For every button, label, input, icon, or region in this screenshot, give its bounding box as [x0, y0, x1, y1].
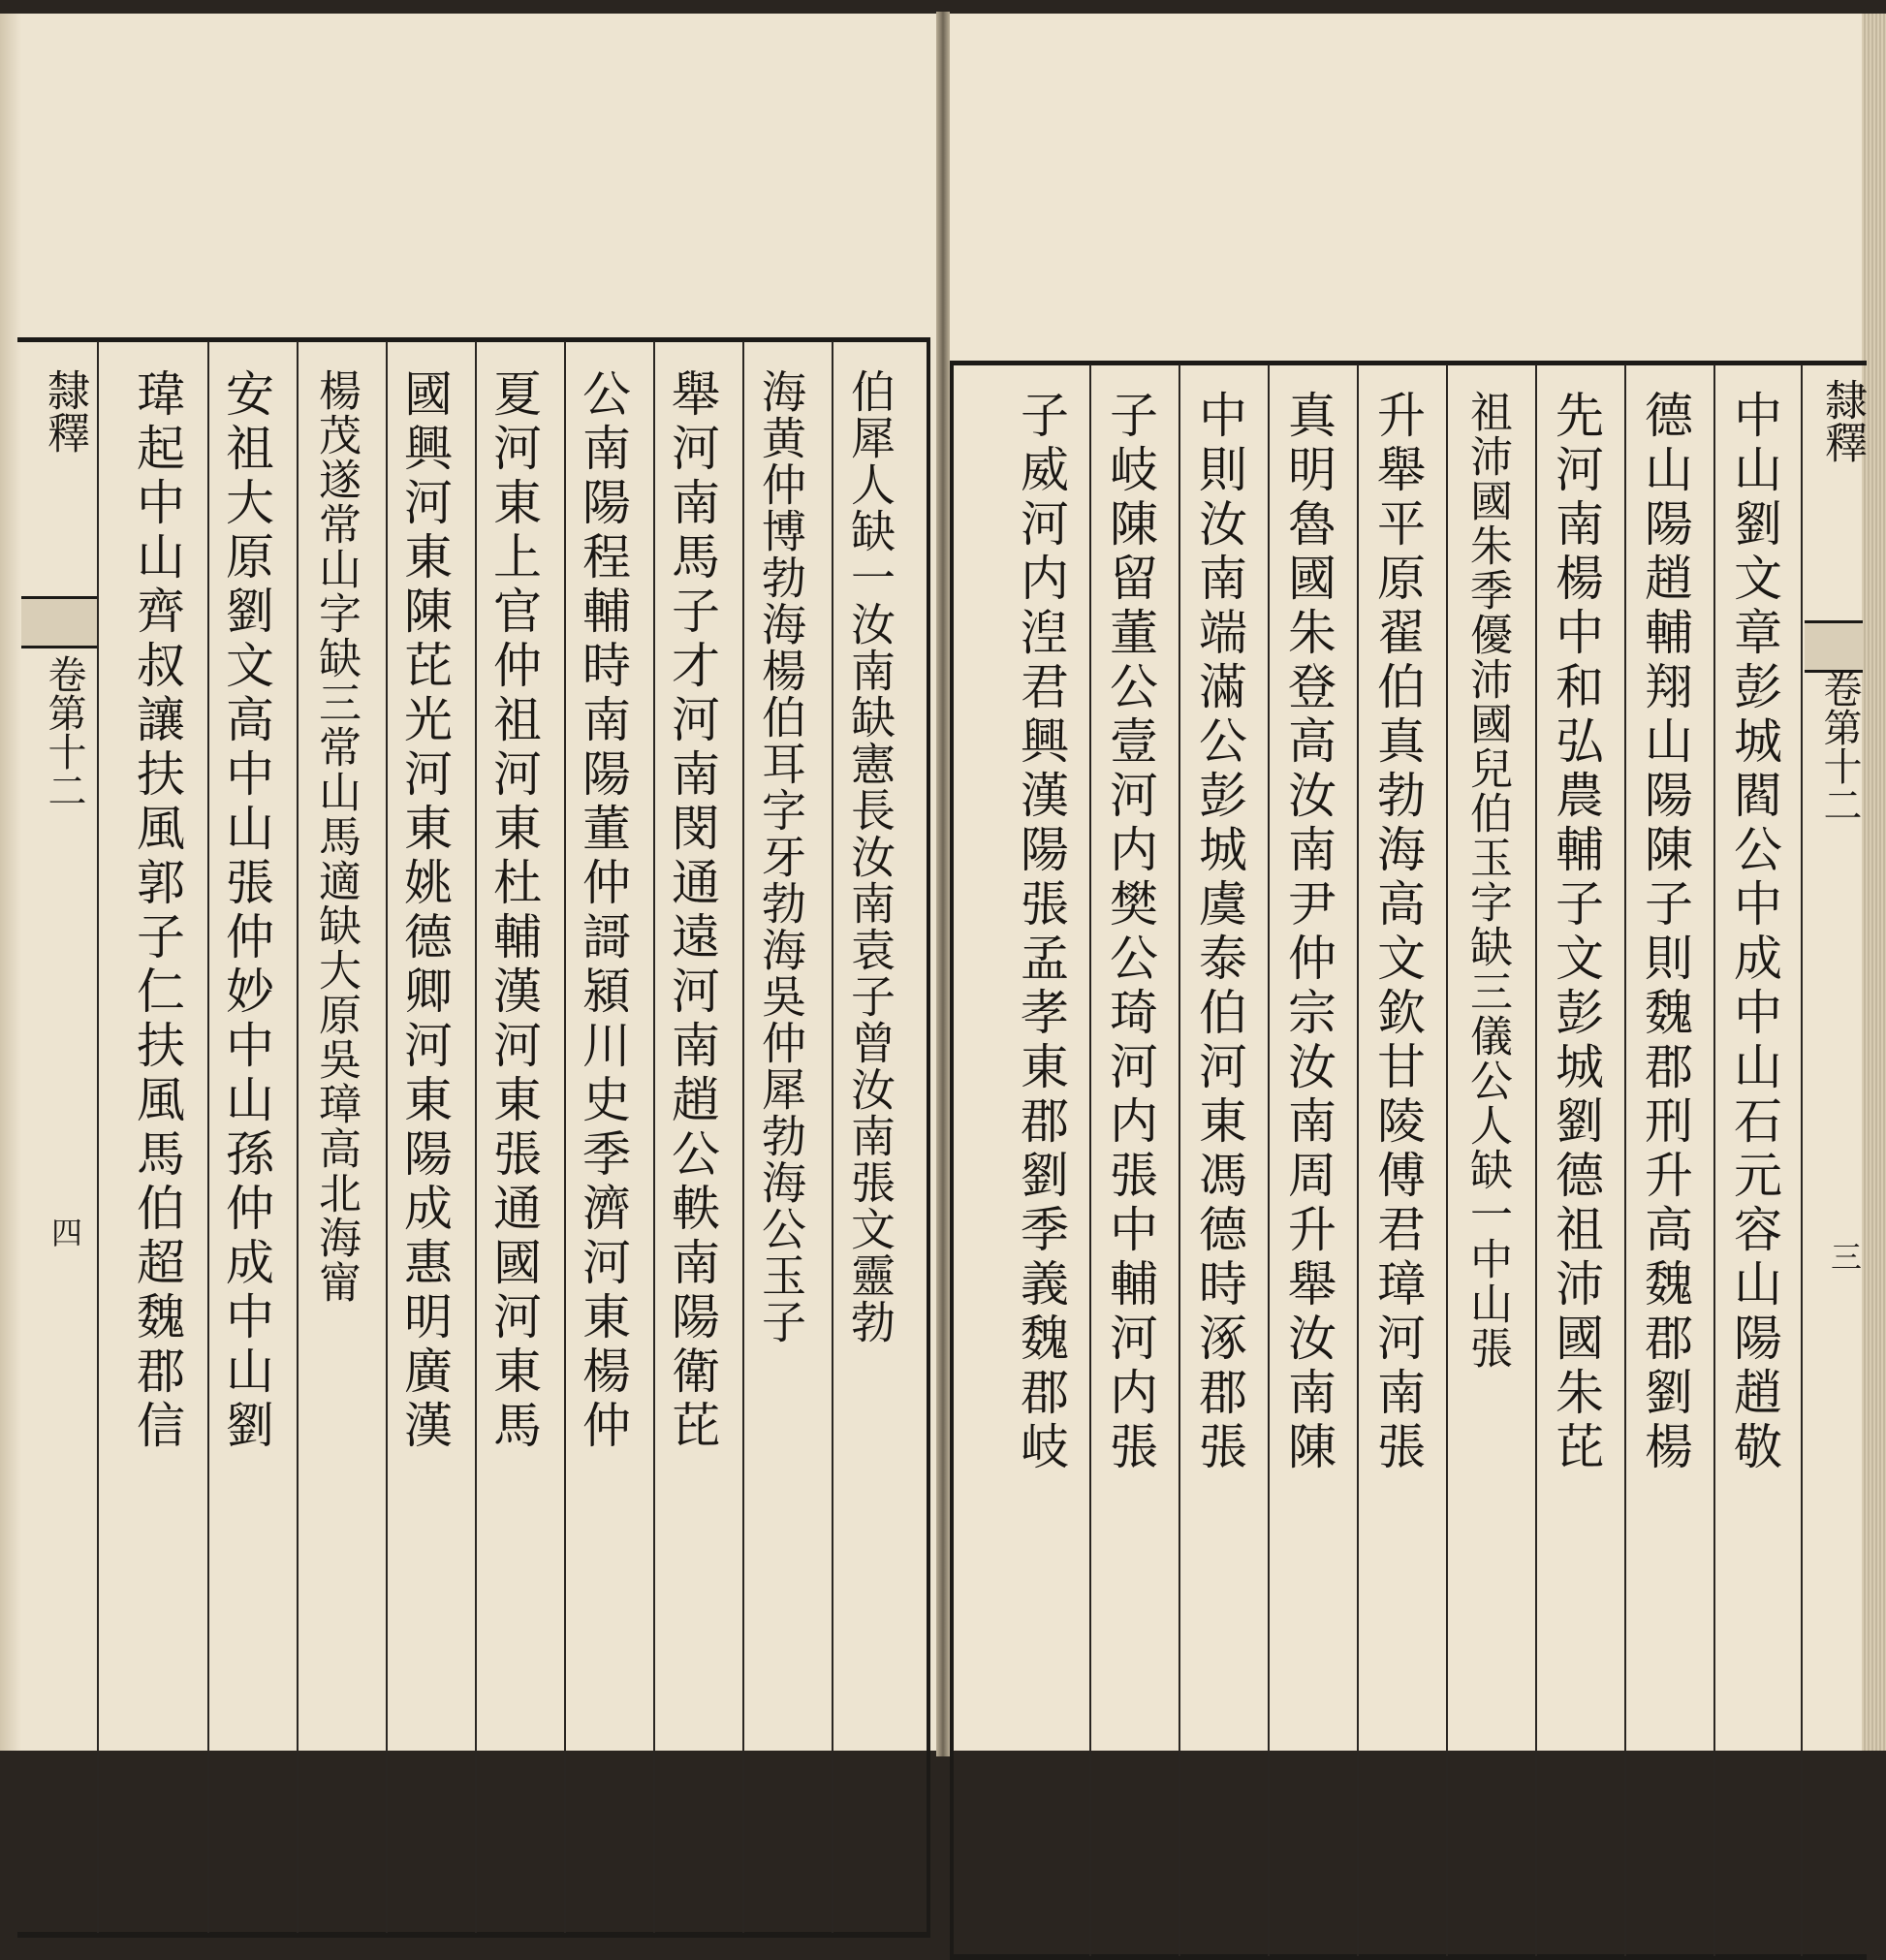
- right-page-number: 三: [1826, 1241, 1863, 1272]
- column-rule: [1357, 364, 1359, 1956]
- right-margin-banner: [1805, 620, 1863, 673]
- left-margin-title: 隸釋: [40, 368, 89, 454]
- column-rule: [207, 341, 209, 1933]
- right-column-3: 先河南楊中和弘農輔子文彭城劉德祖沛國朱芘: [1548, 390, 1604, 1475]
- left-margin-banner: [21, 596, 97, 648]
- column-rule: [564, 341, 566, 1933]
- column-rule: [1713, 364, 1715, 1956]
- right-column-7: 中則汝南端滿公彭城虞泰伯河東馮德時涿郡張: [1191, 390, 1247, 1475]
- left-column-7: 楊茂遂常山字缺三常山馬適缺大原吳璋高北海甯: [311, 368, 361, 1305]
- column-rule: [1089, 364, 1091, 1956]
- column-rule: [742, 341, 744, 1933]
- left-page-number: 四: [47, 1217, 83, 1248]
- column-rule: [832, 341, 833, 1933]
- left-column-8: 安祖大原劉文高中山張仲妙中山孫仲成中山劉: [218, 368, 274, 1454]
- column-rule: [297, 341, 299, 1933]
- left-column-1: 伯犀人缺一汝南缺憲長汝南袁子曾汝南張文靈勃: [844, 368, 896, 1345]
- left-margin-volume: 卷第十二: [42, 654, 86, 809]
- column-rule: [1535, 364, 1537, 1956]
- column-rule: [1268, 364, 1270, 1956]
- left-column-9: 瑋起中山齊叔讓扶風郭子仁扶風馬伯超魏郡信: [129, 368, 185, 1454]
- left-column-6: 國興河東陳芘光河東姚德卿河東陽成惠明廣漢: [396, 368, 453, 1454]
- left-column-5: 夏河東上官仲祖河東杜輔漢河東張通國河東馬: [486, 368, 542, 1454]
- column-rule: [475, 341, 477, 1933]
- left-margin-rule: [97, 341, 99, 1933]
- left-column-2: 海黄仲博勃海楊伯耳字牙勃海吳仲犀勃海公玉子: [755, 368, 807, 1345]
- right-column-9: 子威河内湼君興漢陽張孟孝東郡劉季義魏郡岐: [1013, 390, 1069, 1475]
- column-rule: [1624, 364, 1626, 1956]
- right-margin-title: 隸釋: [1817, 378, 1867, 463]
- column-rule: [1446, 364, 1448, 1956]
- book-gutter: [936, 12, 950, 1756]
- right-column-5: 升舉平原翟伯真勃海高文欽甘陵傅君璋河南張: [1369, 390, 1426, 1475]
- right-column-1: 中山劉文章彭城閻公中成中山石元容山陽趙敬: [1726, 390, 1782, 1475]
- column-rule: [386, 341, 388, 1933]
- right-margin-volume: 卷第十二: [1817, 669, 1862, 824]
- right-column-4: 祖沛國朱季優沛國兒伯玉字缺三儀公人缺一中山張: [1462, 390, 1512, 1371]
- column-rule: [1179, 364, 1180, 1956]
- right-margin-rule: [1801, 364, 1803, 1956]
- column-rule: [653, 341, 655, 1933]
- right-column-6: 真明魯國朱登高汝南尹仲宗汝南周升舉汝南陳: [1280, 390, 1336, 1475]
- right-column-2: 德山陽趙輔翔山陽陳子則魏郡刑升高魏郡劉楊: [1637, 390, 1693, 1475]
- left-column-3: 舉河南馬子才河南閔通遠河南趙公軼南陽衛芘: [664, 368, 720, 1454]
- left-column-4: 公南陽程輔時南陽董仲謌潁川史季濟河東楊仲: [575, 368, 631, 1454]
- right-column-8: 子岐陳留董公壹河内樊公琦河内張中輔河内張: [1102, 390, 1158, 1475]
